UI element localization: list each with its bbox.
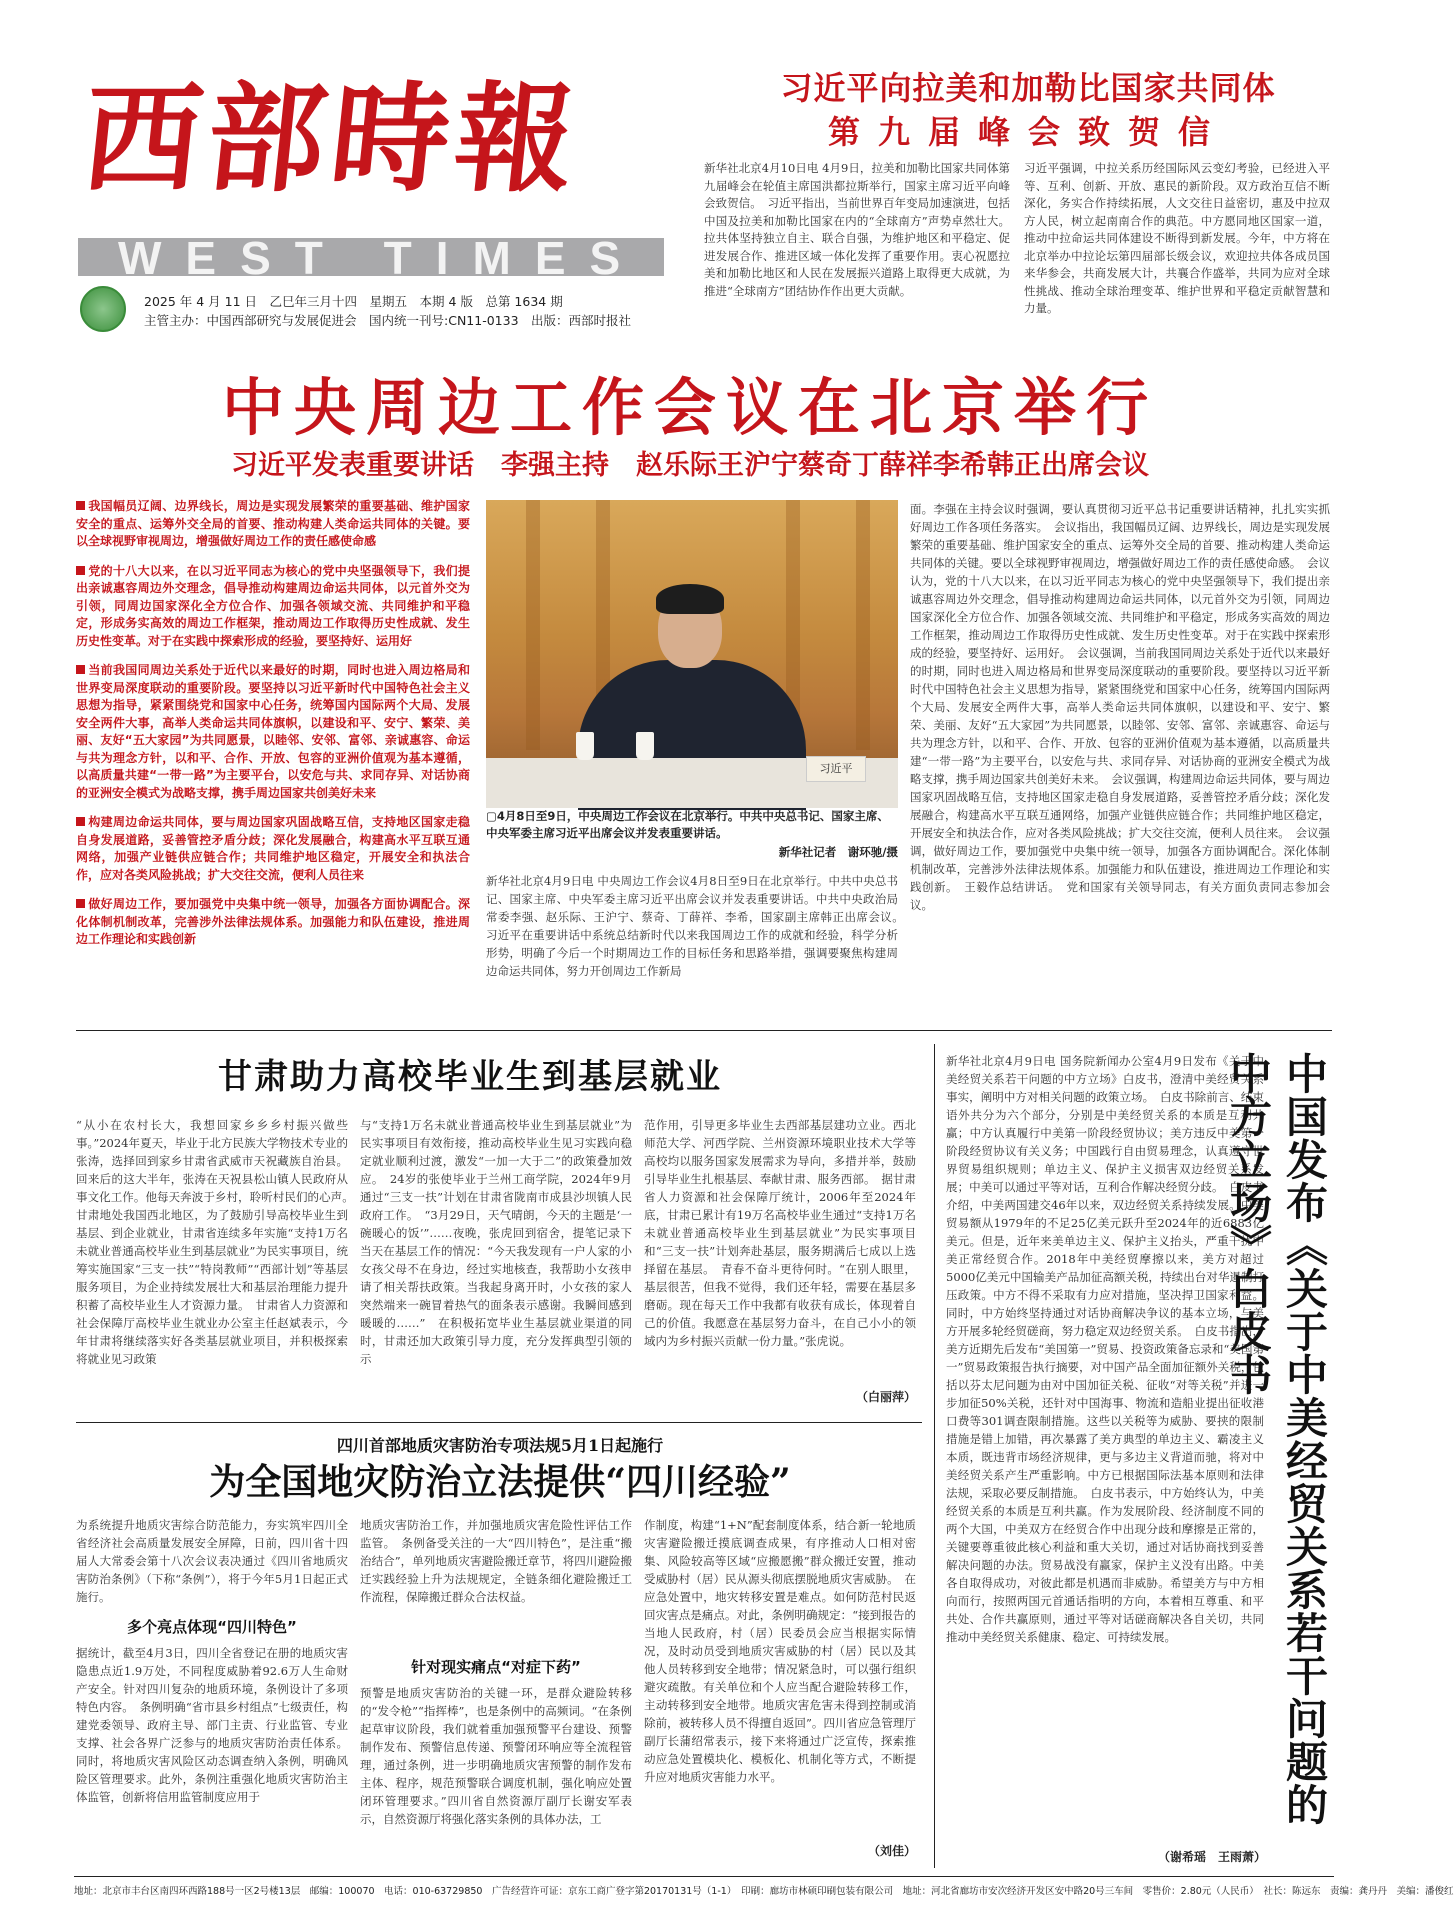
sichuan-col1: 据统计，截至4月3日，四川全省登记在册的地质灾害隐患点近1.9万处，不同程度威胁着92.6万人生命财产安全。针对四川复杂的地质环境，条例设计了多项特色内容。 条例明确“省市县乡村组点”七级责任，构建党委领导、政府主导、部门主责、行业监管、专业支撑、社会各界广泛参与的地质灾害防治责任体系。同时，将地质灾害风险区动态调查纳入条例，明确风险区管理要求。此外，条例注重强化地质灾害防治主体监管，创新将信用监管制度应用于: [76, 1646, 348, 1804]
masthead-english: WEST TIMES: [78, 238, 664, 276]
lead-bullets: [76, 498, 470, 961]
trade-author: （谢希瑶 王雨萧）: [1157, 1850, 1266, 1864]
sichuan-subhead-1: 多个亮点体现“四川特色”: [127, 1618, 297, 1636]
section-divider: [76, 1422, 922, 1423]
nameplate: 习近平: [806, 756, 866, 782]
lead-bullet: 构建周边命运共同体，要与周边国家巩固战略互信，支持地区国家走稳自身发展道路，妥善管控矛盾分歧；深化发展融合，构建高水平互联互通网络，加强产业链供应链合作；共同维护地区稳定，开展安全和执法合作，应对各类风险挑战；扩大交往交流，便利人员往来: [76, 815, 470, 882]
sichuan-subhead-2: 针对现实痛点“对症下药”: [411, 1658, 581, 1676]
photo-credit: 新华社记者 谢环驰/摄: [778, 845, 898, 859]
top-story-col1: 新华社北京4月10日电 4月9日，拉美和加勒比国家共同体第九届峰会在轮值主席国洪都拉斯举行，国家主席习近平向峰会致贺信。 习近平指出，当前世界百年变局加速演进，包括中国及拉美和加勒比国家在内的“全球南方”声势卓然壮大。拉共体坚持独立自主、联合自强，为维护地区和平稳定、促进发展合作、推进区域一体化发挥了重要作用。衷心祝愿拉美和加勒比地区和人民在发展振兴道路上取得更大成就，为推进“全球南方”团结协作作出更大贡献。: [704, 161, 1010, 298]
sichuan-col2a: 地质灾害防治工作，并加强地质灾害危险性评估工作监管。 条例备受关注的一大“四川特色”，是注重“搬治结合”，单列地质灾害避险搬迁章节，将四川避险搬迁实践经验上升为法规规定，全链条细化避险搬迁工作流程，保障搬迁群众合法权益。: [360, 1518, 632, 1604]
lead-bullet: 我国幅员辽阔、边界线长，周边是实现发展繁荣的重要基础、维护国家安全的重点、运筹外交全局的首要、推动构建人类命运共同体的关键。要以全球视野审视周边，增强做好周边工作的责任感使命感: [76, 499, 470, 548]
trade-body: 新华社北京4月9日电 国务院新闻办公室4月9日发布《关于中美经贸关系若干问题的中方立场》白皮书，澄清中美经贸关系事实，阐明中方对相关问题的政策立场。 白皮书除前言、结束语外共分为六个部分，分别是中美经贸关系的本质是互利共赢；中方认真履行中美第一阶段经贸协议；美方违反中美第一阶段经贸协议有关义务；中国践行自由贸易理念，认真遵守世界贸易组织规则；单边主义、保护主义损害双边经贸关系发展；中美可以通过平等对话，互利合作解决经贸分歧。 白皮书介绍，中美两国建交46年以来，双边经贸关系持续发展。中美贸易额从1979年的不足25亿美元跃升至2024年的近6883亿美元。但是，近年来美单边主义、保护主义抬头，严重干扰中美正常经贸合作。2018年中美经贸摩擦以来，美方对超过5000亿美元中国输美产品加征高额关税，持续出台对华遏制打压政策。中方不得不采取有力应对措施，坚决捍卫国家利益。同时，中方始终坚持通过对话协商解决争议的基本立场，与美方开展多轮经贸磋商，努力稳定双边经贸关系。 白皮书指出，美方近期先后发布“美国第一”贸易、投资政策备忘录和“美国第一”贸易政策报告执行摘要，对中国产品全面加征额外关税，包括以芬太尼问题为由对中国加征关税、征收“对等关税”并进一步加征50%关税，还针对中国海事、物流和造船业提出征收港口费等301调查限制措施。这些以关税等为威胁、要挟的限制措施是错上加错，再次暴露了美方典型的单边主义、霸凌主义本质，既违背市场经济规律，更与多边主义背道而驰，将对中美经贸关系产生严重影响。中方已根据国际法基本原则和法律法规，采取必要反制措施。 白皮书表示，中方始终认为，中美经贸关系的本质是互利共赢。作为发展阶段、经济制度不同的两个大国，中美双方在经贸合作中出现分歧和摩擦是正常的，关键要尊重彼此核心利益和重大关切，通过对话协商找到妥善解决问题的办法。贸易战没有赢家，保护主义没有出路。中美各自取得成功，对彼此都是机遇而非威胁。希望美方与中方相向而行，按照两国元首通话指明的方向，本着相互尊重、和平共处、合作共赢原则，通过平等对话磋商解决各自关切，共同推动中美经贸关系健康、稳定、可持续发展。: [946, 1054, 1264, 1644]
bullet-square-icon: [76, 899, 85, 908]
lead-headline: 中央周边工作会议在北京举行: [221, 371, 1158, 444]
gansu-col2: 与“支持1万名未就业普通高校毕业生到基层就业”为民实事项目有效衔接，推动高校毕业生见习实践向稳定就业顺利过渡，激发“一加一大于二”的政策叠加效应。 24岁的张使毕业于兰州工商学院，2024年9月通过“三支一扶”计划在甘肃省陇南市成县沙坝镇人民政府工作。 “3月29日，天气晴朗，今天的主题是‘一碗暖心的饭’”……夜晚，张虎回到宿舍，提笔记录下当天在基层工作的情况：“今天我发现有一户人家的小女孩父母不在身边，经过实地核查，我帮助小女孩申请了相关帮扶政策。当我起身离开时，小女孩的家人突然端来一碗冒着热气的面条表示感谢。我瞬间感到暖暖的……” 在积极拓宽毕业生基层就业渠道的同时，甘肃还加大政策引导力度，充分发挥典型引领的示: [360, 1118, 632, 1366]
bullet-square-icon: [76, 665, 85, 674]
sichuan-col3: 作制度，构建“1+N”配套制度体系，结合新一轮地质灾害避险搬迁摸底调查成果，有序推动人口相对密集、风险较高等区域“应搬愿搬”群众搬迁安置，推动受威胁村（居）民从源头彻底摆脱地质灾害威胁。 在应急处置中，地灾转移安置是难点。如何防范村民返回灾害点是痛点。对此，条例明确规定：“接到报告的当地人民政府，村（居）民委员会应当根据实际情况，及时动员受到地质灾害威胁的村（居）民以及其他人员转移到安全地带；情况紧急时，可以强行组织避灾疏散。有关单位和个人应当配合避险转移工作，主动转移到安全地带。地质灾害危害未得到控制或消除前，被转移人员不得擅自返回”。四川省应急管理厅副厅长蒲绍常表示，接下来将通过广泛宣传，探索推动应急处置模块化、模板化、机制化等方式，不断提升应对地质灾害能力水平。: [644, 1518, 916, 1784]
lead-body-right: 面。李强在主持会议时强调，要认真贯彻习近平总书记重要讲话精神，扎扎实实抓好周边工作各项任务落实。 会议指出，我国幅员辽阔、边界线长，周边是实现发展繁荣的重要基础、维护国家安全的重点、运筹外交全局的首要、推动构建人类命运共同体的关键。要以全球视野审视周边，增强做好周边工作的责任感使命感。 会议认为，党的十八大以来，在以习近平同志为核心的党中央坚强领导下，我们提出亲诚惠容周边外交理念，倡导推动构建周边命运共同体，以元首外交为引领，同周边国家深化全方位合作、加强各领域交流、共同维护和平稳定，形成务实高效的周边工作框架，推动周边工作取得历史性成就、发生历史性变革。对于在实践中探索形成的经验，要坚持好、运用好。 会议强调，当前我国同周边关系处于近代以来最好的时期，同时也进入周边格局和世界变局深度联动的重要阶段。要坚持以习近平新时代中国特色社会主义思想为指导，紧紧围绕党和国家中心任务，统筹国内国际两个大局、发展安全两件大事，高举人类命运共同体旗帜，以建设和平、安宁、繁荣、美丽、友好“五大家园”为共同愿景，以睦邻、安邻、富邻、亲诚惠容、命运与共为理念方针，以和平、合作、开放、包容的亚洲价值观为基本遵循，以高质量共建“一带一路”为主要平台，以安危与共、求同存异、对话协商的亚洲安全模式为战略支撑，携手周边国家共创美好未来。 会议强调，构建周边命运共同体，要与周边国家巩固战略互信，支持地区国家走稳自身发展道路，妥善管控矛盾分歧；深化发展融合，构建高水平互联互通网络，加强产业链供应链合作；共同维护地区稳定，开展安全和执法合作，应对各类风险挑战；扩大交往交流，便利人员往来。 会议强调，做好周边工作，要加强党中央集中统一领导，加强各方面协调配合。深化体制机制改革，完善涉外法律法规体系。加强能力和队伍建设，推进周边工作理论和实践创新。 王毅作总结讲话。 党和国家有关领导同志，有关方面负责同志参加会议。: [910, 502, 1330, 912]
section-divider: [76, 1030, 1332, 1031]
lead-photo: [486, 500, 898, 804]
trade-headline: 中国发布《关于中美经贸关系若干问题的中方立场》白皮书: [1224, 1052, 1329, 1826]
bullet-square-icon: [76, 501, 85, 510]
lead-subhead: 习近平发表重要讲话 李强主持 赵乐际王沪宁蔡奇丁薛祥李希韩正出席会议: [231, 450, 1149, 481]
caption-square-icon: ▢: [486, 809, 497, 823]
bullet-square-icon: [76, 817, 85, 826]
gansu-author: （白丽萍）: [855, 1390, 916, 1404]
gansu-col1: “从小在农村长大，我想回家乡乡乡村振兴做些事。”2024年夏天，毕业于北方民族大学物技术专业的张涛，选择回到家乡甘肃省武威市天祝藏族自治县。回来后的这大半年，张涛在天祝县松山镇人民政府从事文化工作。他每天奔波于乡村，聆听村民们的心声。 甘肃地处我国西北地区，为了鼓励引导高校毕业生到基层、到企业就业，甘肃省连续多年实施“支持1万名未就业普通高校毕业生到基层就业”为民实事项目，统筹实施国家“三支一扶”“特岗教师”“西部计划”等基层服务项目，为企业持续发展壮大和基层治理能力提升积蓄了高校毕业生人才资源力量。 甘肃省人力资源和社会保障厅高校毕业生就业办公室主任赵斌表示，今年甘肃将继续落实好各类基层就业项目，并积极探索将就业见习政策: [76, 1118, 360, 1366]
date-line: 2025 年 4 月 11 日 乙巳年三月十四 星期五 本期 4 版 总第 1634 期: [144, 294, 563, 309]
footer-info: 地址：北京市丰台区南四环西路188号一区2号楼13层 邮编：100070 电话：010-63729850 广告经营许可证：京东工商广登字第20170131号（1-1） 印刷：廊坊市林硕印刷包装有限公司 地址：河北省廊坊市安次经济开发区安中路20号三车间 零售价：2.80元（人民币） 社长：陈远东 责编：龚丹丹 美编：潘俊红: [74, 1886, 1454, 1897]
top-story-headline: [718, 66, 1338, 154]
lead-bullet: 当前我国同周边关系处于近代以来最好的时期，同时也进入周边格局和世界变局深度联动的重要阶段。要坚持以习近平新时代中国特色社会主义思想为指导，紧紧围绕党和国家中心任务，统筹国内国际两个大局、发展安全两件大事，高举人类命运共同体旗帜，以建设和平、安宁、繁荣、美丽、友好“五大家园”为共同愿景，以睦邻、安邻、富邻、亲诚惠容、命运与共为理念方针，以和平、合作、开放、包容的亚洲价值观为基本遵循，以高质量共建“一带一路”为主要平台，以安危与共、求同存异、对话协商的亚洲安全模式为战略支撑，携手周边国家共创美好未来: [76, 663, 470, 800]
top-story-headline-line2: 第九届峰会致贺信: [827, 113, 1228, 151]
lead-bullet: 做好周边工作，要加强党中央集中统一领导，加强各方面协调配合。深化体制机制改革，完善涉外法律法规体系。加强能力和队伍建设，推进周边工作理论和实践创新: [76, 897, 470, 946]
sichuan-kicker: 四川首部地质灾害防治专项法规5月1日起施行: [336, 1436, 664, 1455]
footer-rule: [74, 1876, 1334, 1877]
top-story-headline-line1: 习近平向拉美和加勒比国家共同体: [780, 69, 1276, 107]
society-logo-icon: [80, 286, 126, 332]
lead-body-lower: 新华社北京4月9日电 中央周边工作会议4月8日至9日在北京举行。中共中央总书记、国家主席、中央军委主席习近平出席会议并发表重要讲话。中共中央政治局常委李强、赵乐际、王沪宁、蔡奇、丁薛祥、李希，国家副主席韩正出席会议。 习近平在重要讲话中系统总结新时代以来我国周边工作的成就和经验，科学分析形势，明确了今后一个时期周边工作的目标任务和思路举措，强调要聚焦构建周边命运共同体，努力开创周边工作新局: [486, 874, 910, 978]
masthead-title: 西部時報: [76, 69, 587, 208]
sichuan-headline: 为全国地灾防治立法提供“四川经验”: [209, 1461, 791, 1503]
top-story-col2: 习近平强调，中拉关系历经国际风云变幻考验，已经进入平等、互利、创新、开放、惠民的新阶段。双方政治互信不断深化，务实合作持续拓展，人文交往日益密切，惠及中拉双方人民，树立起南南合作的典范。中方愿同地区国家一道，推动中拉命运共同体建设不断得到新发展。今年，中方将在北京举办中拉论坛第四届部长级会议，欢迎拉共体各成员国来华参会，共商发展大计，共襄合作盛举，共同为应对全球性挑战、推动全球治理变革、维护世界和平稳定贡献智慧和力量。: [1024, 161, 1330, 315]
sichuan-col2b: 预警是地质灾害防治的关键一环，是群众避险转移的“发令枪”“指挥棒”，也是条例中的高频词。“在条例起草审议阶段，我们就着重加强预警平台建设、预警制作发布、预警信息传递、预警闭环响应等全流程管理，通过条例，进一步明确地质灾害预警的制作发布主体、程序，规范预警联合调度机制，强化响应处置闭环管理要求。”四川省自然资源厅副厅长谢安军表示，自然资源厅将强化落实条例的具体办法，工: [360, 1686, 632, 1826]
lead-bullet: 党的十八大以来，在以习近平同志为核心的党中央坚强领导下，我们提出亲诚惠容周边外交理念，倡导推动构建周边命运共同体，以元首外交为引领，同周边国家深化全方位合作、加强各领域交流、共同维护和平稳定，形成务实高效的周边工作框架，推动周边工作取得历史性成就、发生历史性变革。对于在实践中探索形成的经验，要坚持好、运用好: [76, 563, 470, 648]
gansu-headline: 甘肃助力高校毕业生到基层就业: [218, 1057, 722, 1097]
gansu-col3: 范作用，引导更多毕业生去西部基层建功立业。西北师范大学、河西学院、兰州资源环境职业技术大学等高校均以服务国家发展需求为导向，多措并举，鼓励引导毕业生扎根基层、奉献甘肃、服务西部。 据甘肃省人力资源和社会保障厅统计，2006年至2024年底，甘肃已累计有19万名高校毕业生通过“支持1万名未就业普通高校毕业生到基层就业”为民实事项目和“三支一扶”计划奔赴基层，服务期满后七成以上选择留在基层。 青春不奋斗更待何时。“在别人眼里，基层很苦，但我不觉得，我们还年轻，需要在基层多磨砺。现在每天工作中我都有收获有成长，体现着自己的价值。我愿意在基层努力奋斗，在自己小小的领域内为乡村振兴贡献一份力量。”张虎说。: [644, 1118, 916, 1348]
photo-caption: ▢4月8日至9日，中央周边工作会议在北京举行。中共中央总书记、国家主席、中央军委主席习近平出席会议并发表重要讲话。: [486, 809, 889, 840]
sichuan-author: （刘佳）: [867, 1844, 916, 1858]
column-divider: [934, 1044, 935, 1868]
sichuan-intro: 为系统提升地质灾害综合防范能力，夯实筑牢四川全省经济社会高质量发展安全屏障，日前，四川省十四届人大常委会第十八次会议表决通过《四川省地质灾害防治条例》（下称“条例”），将于今年5月1日起正式施行。: [76, 1518, 348, 1604]
bullet-square-icon: [76, 566, 85, 575]
sponsor-line: 主管主办：中国西部研究与发展促进会 国内统一刊号:CN11-0133 出版：西部时报社: [144, 313, 632, 328]
